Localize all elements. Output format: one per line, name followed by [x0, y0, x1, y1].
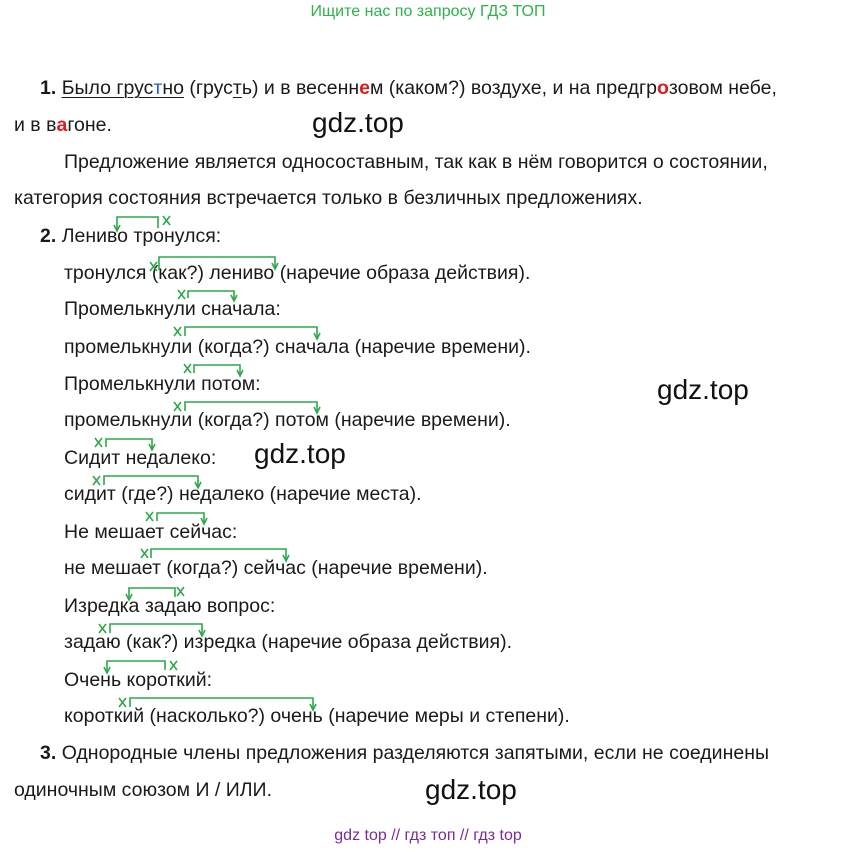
item3-line1: 3. Однородные члены предложения разделяются запятыми, если не соединены — [40, 742, 769, 764]
watermark-4: gdz.top — [425, 774, 517, 805]
item2-line-13: короткий (насколько?) очень (наречие меры и степени). — [64, 705, 570, 727]
item2-line-4: Промелькнули потом: — [64, 373, 261, 395]
item2-line-0: 2. Лениво тронулся: — [40, 225, 222, 247]
item2-line-12: Очень короткий: — [64, 669, 213, 691]
item3-number: 3. — [40, 742, 57, 764]
item2-line-6: Сидит недалеко: — [64, 447, 217, 469]
item2-line-5: промелькнули (когда?) потом (наречие времени). — [64, 409, 511, 431]
item2-line-3: промелькнули (когда?) сначала (наречие времени). — [64, 336, 531, 358]
header-banner: Ищите нас по запросу ГДЗ ТОП — [310, 3, 546, 20]
item1-paragraph-line2: категория состояния встречается только в безличных предложениях. — [14, 187, 643, 209]
item2-number: 2. — [40, 225, 57, 247]
item1-number: 1. — [40, 77, 57, 99]
item2-line-7: сидит (где?) недалеко (наречие места). — [64, 483, 422, 505]
item1-paragraph-line1: Предложение является односоставным, так как в нём говорится о состоянии, — [64, 151, 768, 173]
watermark-2: gdz.top — [657, 374, 749, 405]
item2-line-2: Промелькнули сначала: — [64, 298, 281, 320]
watermark-1: gdz.top — [312, 107, 404, 138]
item2-line-1: тронулся (как?) лениво (наречие образа действия). — [64, 262, 531, 284]
item1-letter-o: о — [656, 77, 669, 99]
item1-line2: и в вагоне. — [14, 114, 112, 136]
footer-links: gdz top // гдз топ // гдз top — [334, 827, 522, 844]
item1-line1: 1. Было грустно (грусть) и в весеннем (каком?) воздухе, и на предгрозовом небе, — [40, 77, 777, 99]
item1-letter-a: а — [56, 114, 68, 136]
item2-line-10: Изредка задаю вопрос: — [64, 595, 276, 617]
item2-line-8: Не мешает сейчас: — [64, 521, 238, 543]
watermark-3: gdz.top — [254, 438, 346, 469]
item2-line-9: не мешает (когда?) сейчас (наречие времени). — [64, 557, 488, 579]
item1-letter-e: е — [359, 77, 370, 99]
item3-line2: одиночным союзом И / ИЛИ. — [14, 779, 272, 801]
item2-line-11: задаю (как?) изредка (наречие образа действия). — [64, 631, 513, 653]
item1-underlined-predicate: Было грустно — [61, 77, 184, 99]
